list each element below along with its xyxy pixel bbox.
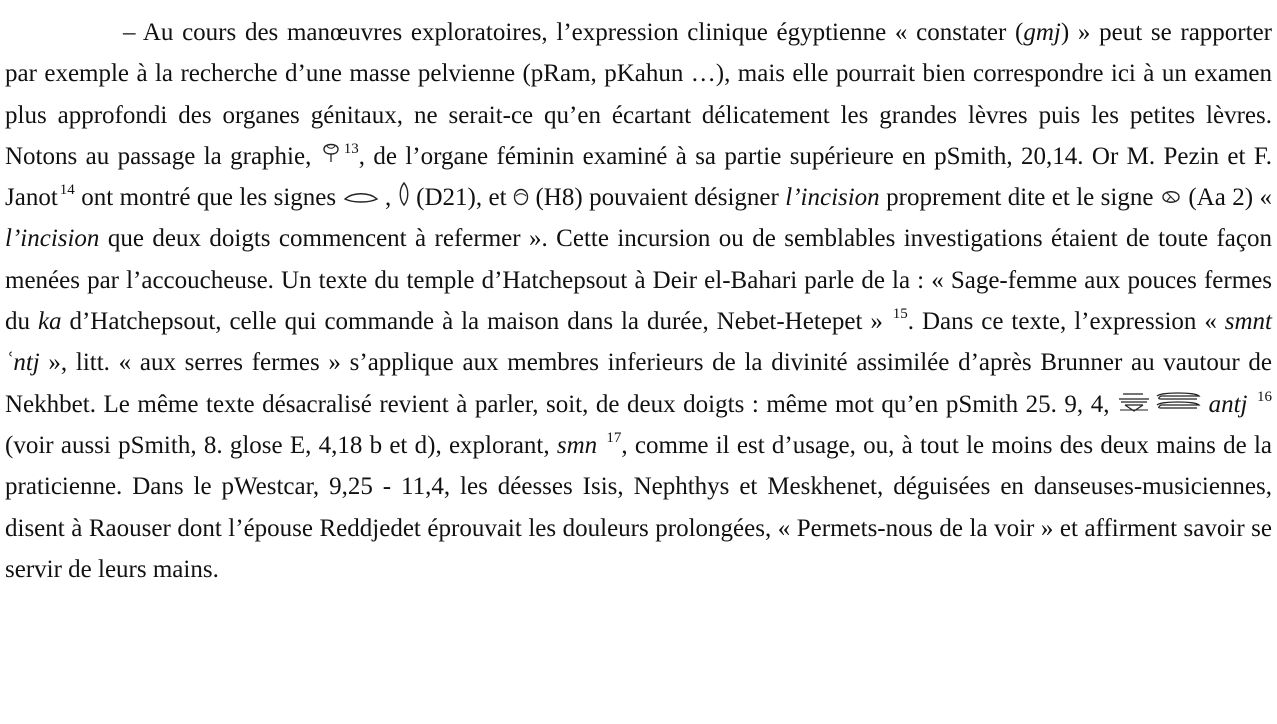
text-segment: – Au cours des manœuvres exploratoires, l’expression clinique égyptienne « constater ( (123, 19, 1024, 46)
text-segment: , de l’organe féminin examiné à sa partie supérieure en pSmith, 20,14. Or M. Pezin et F. Janot (5, 142, 1273, 212)
text-segment: . Dans ce texte, l’expression « (907, 308, 1225, 336)
italic-term: l’incision (785, 184, 880, 212)
text-segment: , (378, 184, 398, 212)
footnote-marker: 13 (343, 140, 359, 157)
italic-term: smn (556, 431, 598, 459)
text-segment: proprement dite et le signe (879, 184, 1160, 212)
text-segment: (voir aussi pSmith, 8. glose E, 4,18 b et d), explorant, (5, 431, 557, 459)
footnote-marker: 17 (606, 429, 622, 446)
vulva-sign-icon (320, 140, 342, 166)
footnote-marker: 15 (892, 306, 908, 323)
text-segment: (D21), et (409, 184, 514, 212)
italic-term: antj (1208, 390, 1248, 418)
text-segment: (H8) pouvaient désigner (529, 184, 786, 212)
footnote-marker: 14 (59, 182, 75, 199)
text-segment: (Aa 2) « (1181, 184, 1273, 212)
italic-term: smnt ʿntj (5, 308, 1272, 377)
text-segment: que deux doigts commencent à refermer ». Cette incursion ou de semblables investigations étaient de toute façon menées par l’accoucheuse. Un texte du temple d’Hatchepsout à Deir el-Bahari parle de la : « Sage-femme aux pouces fermes du (5, 225, 1272, 336)
text-segment: ont montré que les signes (81, 184, 343, 212)
egg-sign-icon (513, 187, 529, 207)
pustule-sign-icon (1160, 187, 1182, 207)
text-segment: ) » peut se rapporter par exemple à la recherche d’une masse pelvienne (pRam, pKahun …), mais elle pourrait bien correspondre ici à un examen plus approfondi des organes génitaux, ne serait-ce qu’en écartant délicatement les grandes lèvres puis les petites lèvres. Notons au passage la graphie, (5, 19, 1272, 170)
body-paragraph (5, 12, 1272, 590)
mouth-sign-icon (343, 191, 379, 207)
text-segment: d’Hatchepsout, celle qui commande à la maison dans la durée, Nebet-Hetepet » (61, 308, 883, 336)
text-segment: , comme il est d’usage, ou, à tout le moins des deux mains de la praticienne. Dans le pWestcar, 9,25 - 11,4, les déesses Isis, Nephthys et Meskhenet, déguisées en danseuses-musiciennes, disent à Raouser dont l’épouse Reddjedet éprouvait les douleurs prolongées, « Permets-nous de la voir » et affirment savoir se servir de leurs mains. (5, 431, 1273, 583)
antj-group-icon (1117, 390, 1201, 414)
italic-term: l’incision (5, 225, 100, 253)
footnote-marker: 16 (1257, 388, 1273, 405)
text-segment: », litt. « aux serres fermes » s’applique aux membres inferieurs de la divinité assimilée d’après Brunner au vautour de Nekhbet. Le même texte désacralisé revient à parler, soit, de deux doigts : même mot qu’en pSmith 25. 9, 4, (5, 349, 1272, 418)
italic-term: ka (37, 308, 62, 336)
d21-sign-icon (398, 181, 410, 207)
italic-term: gmj (1023, 19, 1061, 46)
